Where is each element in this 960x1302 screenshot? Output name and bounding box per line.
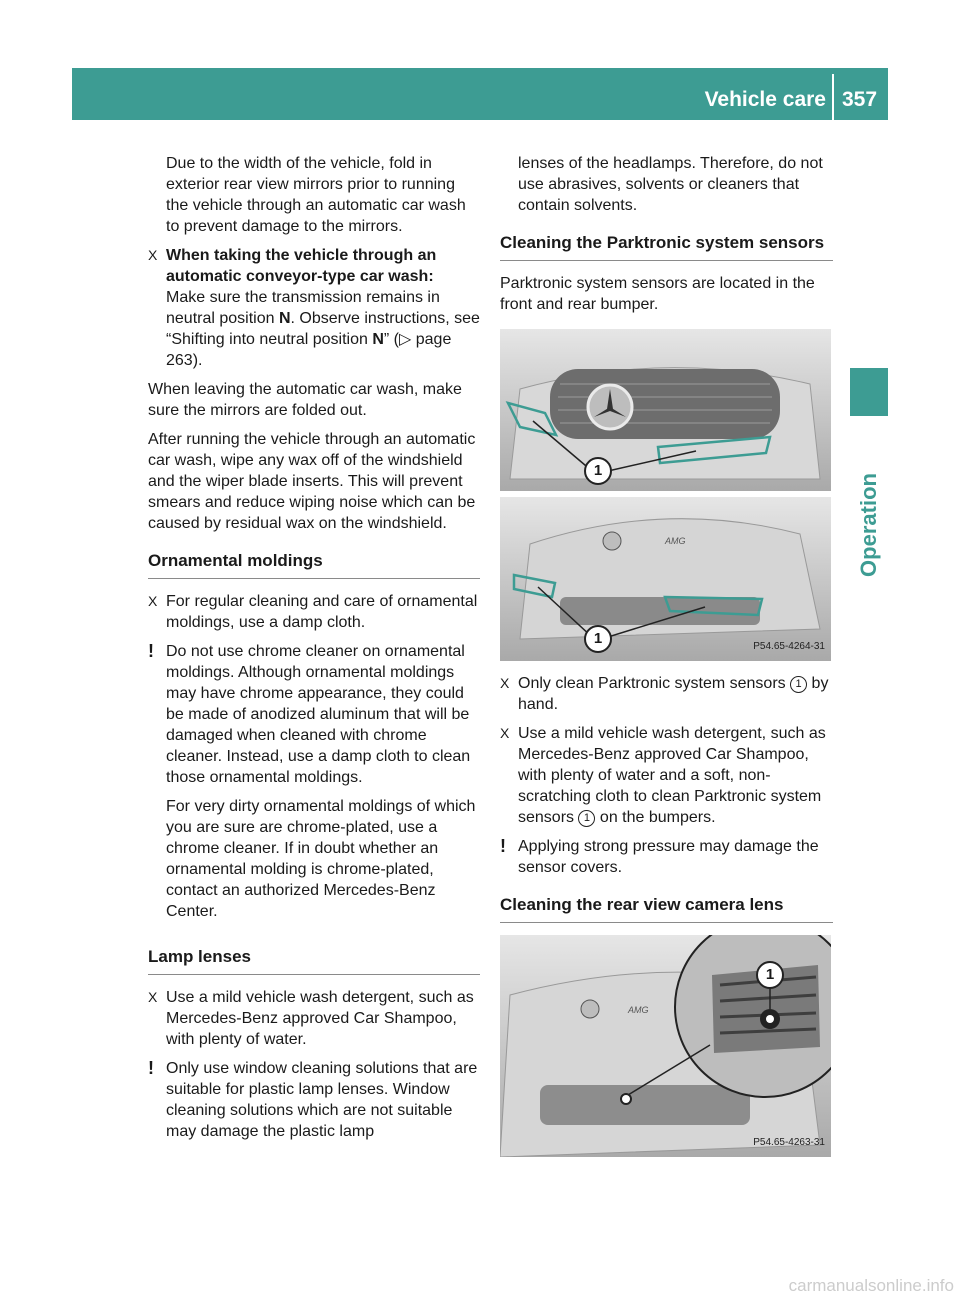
step-detergent bbox=[500, 723, 833, 828]
step-icon: X bbox=[500, 725, 510, 741]
warning-lamp bbox=[148, 1058, 480, 1142]
callout-1-rear: 1 bbox=[584, 625, 612, 653]
callout-1-front: 1 bbox=[584, 457, 612, 485]
step-lamp bbox=[148, 987, 480, 1050]
side-marker bbox=[850, 368, 888, 416]
step-icon: X bbox=[148, 989, 158, 1005]
step-icon: X bbox=[148, 593, 158, 609]
figure-id: P54.65-4264-31 bbox=[753, 641, 825, 652]
warning-pressure bbox=[500, 836, 833, 878]
warning-text-2: For very dirty ornamental moldings of which you are sure are chrome-plated, use a chrome cleaner. If in doubt whether an ornamental molding is chrome-plated, contact an authorized Mercedes-Benz Center. bbox=[166, 798, 476, 920]
step-clean-by-hand bbox=[500, 673, 833, 715]
figure-camera bbox=[500, 935, 831, 1157]
warning-continued: lenses of the headlamps. Therefore, do not use abrasives, solvents or cleaners that contain solvents. bbox=[518, 155, 823, 214]
footer-watermark: carmanualsonline.info bbox=[788, 1276, 954, 1295]
figure-parktronic bbox=[500, 329, 831, 661]
step-conveyor bbox=[148, 245, 480, 371]
warning-icon: ! bbox=[500, 836, 506, 856]
gear-n: N bbox=[278, 310, 291, 327]
section-title: Vehicle care bbox=[704, 88, 826, 111]
heading-lamp: Lamp lenses bbox=[148, 946, 480, 975]
callout-1-camera: 1 bbox=[756, 961, 784, 989]
step-text: Use a mild vehicle wash detergent, such as Mercedes-Benz approved Car Shampoo, with plenty of water and a soft, non-scratching cloth to clean Parktronic system sensors bbox=[518, 725, 826, 826]
step-icon: X bbox=[148, 247, 158, 263]
heading-camera: Cleaning the rear view camera lens bbox=[500, 894, 833, 923]
step-text: on the bumpers. bbox=[595, 809, 716, 826]
step-text: . Observe instructions, see “Shifting into neutral position bbox=[166, 310, 480, 348]
warning-text: Do not use chrome cleaner on ornamental moldings. Although ornamental moldings may have chrome appearance, they could be made of anodized aluminum that will be damaged when cleaned with chrome cleaner. Instead, use a damp cloth to clean those ornamental moldings. bbox=[166, 643, 471, 786]
paragraph-mirrors: When leaving the automatic car wash, make sure the mirrors are folded out. bbox=[148, 381, 462, 419]
side-tab-label: Operation bbox=[856, 473, 881, 577]
header-divider bbox=[832, 74, 834, 120]
step-text: by hand. bbox=[518, 675, 829, 713]
parktronic-illustration bbox=[500, 329, 831, 661]
heading-parktronic: Cleaning the Parktronic system sensors bbox=[500, 232, 833, 261]
step-ornamental bbox=[148, 591, 480, 633]
svg-text:AMG: AMG bbox=[665, 536, 686, 546]
step-text: Only clean Parktronic system sensors bbox=[518, 675, 791, 692]
warning-icon: ! bbox=[148, 1058, 154, 1078]
warning-text: Applying strong pressure may damage the sensor covers. bbox=[518, 838, 819, 876]
step-text: Use a mild vehicle wash detergent, such as Mercedes-Benz approved Car Shampoo, with plenty of water. bbox=[166, 989, 474, 1048]
svg-text:AMG: AMG bbox=[628, 1005, 649, 1015]
page-reference: ” (▷ page 263). bbox=[166, 331, 452, 369]
step-text: Make sure the transmission remains in neutral position bbox=[166, 289, 440, 327]
paragraph-parktronic: Parktronic system sensors are located in the front and rear bumper. bbox=[500, 275, 815, 313]
figure-id: P54.65-4263-31 bbox=[753, 1137, 825, 1148]
side-tab bbox=[850, 420, 888, 630]
heading-ornamental: Ornamental moldings bbox=[148, 550, 480, 579]
step-text: For regular cleaning and care of ornamental moldings, use a damp cloth. bbox=[166, 593, 478, 631]
paragraph-wax: After running the vehicle through an automatic car wash, wipe any wax off of the windshield and the wiper blade inserts. This will prevent smears and reduce wiping noise which can be caused by residual wax on the windshield. bbox=[148, 431, 476, 532]
warning-text: Only use window cleaning solutions that are suitable for plastic lamp lenses. Window cleaning solutions which are not suitable may damage the plastic lamp bbox=[166, 1060, 478, 1140]
gear-n: N bbox=[372, 331, 384, 348]
page-number: 357 bbox=[842, 88, 878, 111]
intro-paragraph: Due to the width of the vehicle, fold in exterior rear view mirrors prior to running the vehicle through an automatic car wash to prevent damage to the mirrors. bbox=[166, 155, 466, 235]
step-icon: X bbox=[500, 675, 510, 691]
step-lead: When taking the vehicle through an automatic conveyor-type car wash: bbox=[166, 247, 437, 285]
warning-icon: ! bbox=[148, 641, 154, 661]
circled-number: 1 bbox=[790, 676, 807, 693]
right-column bbox=[500, 153, 833, 1157]
warning-ornamental bbox=[148, 641, 480, 930]
left-column bbox=[148, 153, 480, 1150]
circled-number: 1 bbox=[578, 810, 595, 827]
